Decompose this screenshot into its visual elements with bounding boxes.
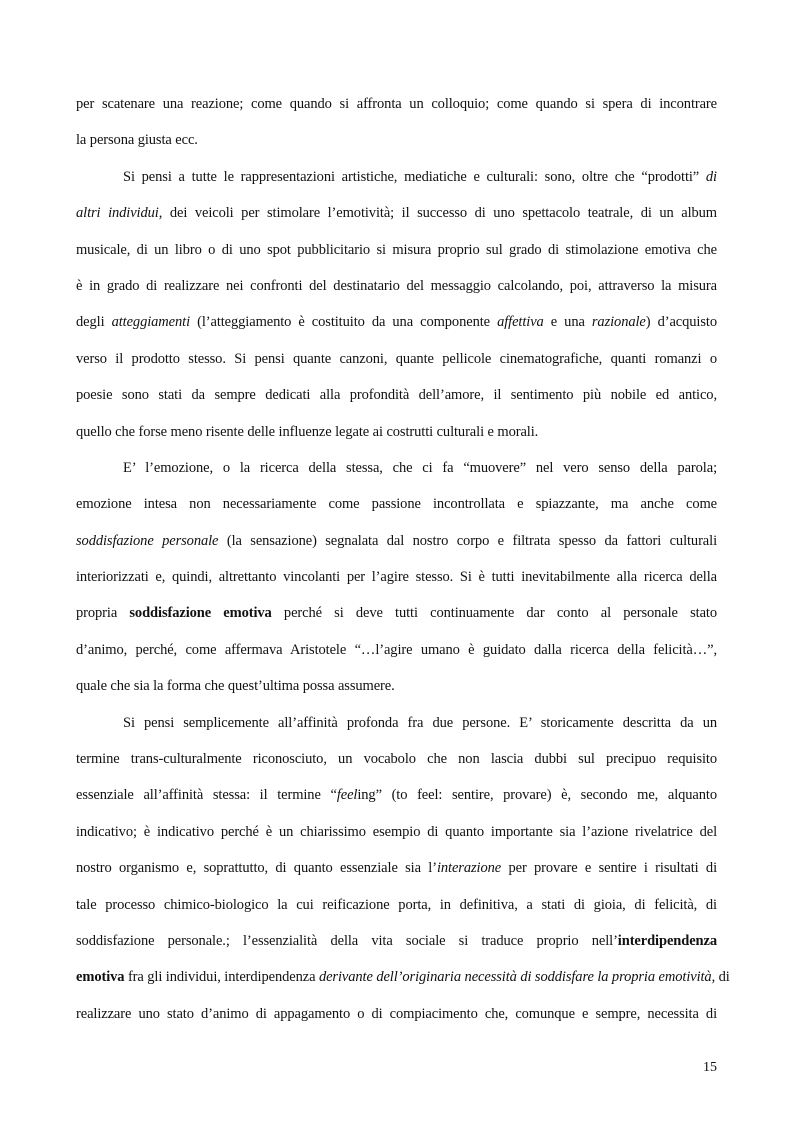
italic-text-run: derivante dell’originaria necessità di soddisfare la propria emotività	[318, 969, 712, 986]
text-run: verso il prodotto stesso. Si pensi quante canzoni, quante pellicole cinematografiche, quanti romanzi o	[76, 350, 717, 367]
text-run: ing” (to feel: sentire, provare) è, secondo me, alquanto	[357, 787, 717, 804]
text-run: propria	[76, 605, 130, 622]
page-number: 15	[703, 1060, 717, 1075]
text-line	[76, 850, 717, 886]
text-run: (la sensazione) segnalata dal nostro corpo e filtrata spesso da fattori culturali	[218, 532, 717, 549]
text-line	[76, 341, 717, 377]
text-run: emozione intesa non necessariamente come passione incontrollata e spiazzante, ma anche come	[76, 496, 717, 513]
text-run: indicativo; è indicativo perché è un chiarissimo esempio di quanto importante sia l’azione rivelatrice del	[76, 823, 717, 840]
text-run: Si pensi semplicemente all’affinità profonda fra due persone. E’ storicamente descritta da un	[123, 714, 717, 731]
text-run: perché si deve tutti continuamente dar conto al personale stato	[271, 605, 717, 622]
text-run: fra gli individui, interdipendenza	[124, 969, 319, 986]
text-line	[76, 559, 717, 595]
italic-text-run: affettiva	[497, 314, 544, 331]
text-line	[76, 450, 717, 486]
text-line	[76, 595, 717, 631]
text-line	[76, 86, 717, 122]
text-run: quale che sia la forma che quest’ultima possa assumere.	[76, 678, 395, 695]
bold-text-run: soddisfazione emotiva	[129, 605, 272, 622]
italic-text-run: atteggiamenti	[111, 314, 191, 331]
text-line	[76, 268, 717, 304]
bold-text-run: emotiva	[76, 969, 125, 986]
text-run: poesie sono stati da sempre dedicati alla profondità dell’amore, il sentimento più nobile ed antico,	[76, 387, 717, 404]
italic-text-run: di	[705, 168, 717, 185]
text-run: quello che forse meno risente delle influenze legate ai costrutti culturali e morali.	[76, 423, 539, 440]
body-text	[76, 86, 730, 1032]
text-run: essenziale all’affinità stessa: il termine “	[76, 787, 337, 804]
text-run: termine trans-culturalmente riconosciuto, un vocabolo che non lascia dubbi sul precipuo requisito	[76, 751, 717, 768]
italic-text-run: altri individui	[76, 205, 159, 222]
italic-text-run: soddisfazione personale	[76, 532, 219, 549]
text-line	[76, 705, 717, 741]
text-run: Si pensi a tutte le rappresentazioni artistiche, mediatiche e culturali: sono, oltre che “prodotti”	[123, 168, 706, 185]
text-line	[76, 814, 717, 850]
italic-text-run: razionale	[591, 314, 646, 331]
text-run: , dei veicoli per stimolare l’emotività; il successo di uno spettacolo teatrale, di un album	[158, 205, 717, 222]
text-line	[76, 959, 730, 995]
text-run: nostro organismo e, soprattutto, di quanto essenziale sia l’	[76, 860, 437, 877]
text-line	[76, 159, 717, 195]
italic-text-run: feel	[336, 787, 358, 804]
text-line	[76, 304, 717, 340]
text-run: per provare e sentire i risultati di	[501, 860, 718, 877]
text-run: ) d’acquisto	[645, 314, 717, 331]
text-run: (l’atteggiamento è costituito da una componente	[190, 314, 498, 331]
text-line	[76, 377, 717, 413]
italic-text-run: interazione	[436, 860, 502, 877]
text-line	[76, 887, 717, 923]
bold-text-run: interdipendenza	[617, 932, 717, 949]
text-run: tale processo chimico-biologico la cui reificazione porta, in definitiva, a stati di gioia, di felicità, di	[76, 896, 717, 913]
text-run: E’ l’emozione, o la ricerca della stessa, che ci fa “muovere” nel vero senso della parola;	[123, 459, 717, 476]
text-line	[76, 195, 717, 231]
text-run: la persona giusta ecc.	[76, 132, 198, 149]
text-run: soddisfazione personale.; l’essenzialità della vita sociale si traduce proprio nell’	[76, 932, 618, 949]
text-line	[76, 523, 717, 559]
text-run: degli	[76, 314, 112, 331]
text-run: musicale, di un libro o di uno spot pubblicitario si misura proprio sul grado di stimolazione emotiva che	[76, 241, 717, 258]
text-line	[76, 486, 717, 522]
text-run: e una	[543, 314, 592, 331]
text-line	[76, 232, 717, 268]
text-line	[76, 122, 717, 158]
text-line	[76, 668, 717, 704]
text-line	[76, 777, 717, 813]
text-run: realizzare uno stato d’animo di appagamento o di compiacimento che, comunque e sempre, necessita di	[76, 1005, 717, 1022]
text-run: , di	[711, 969, 730, 986]
text-line	[76, 414, 717, 450]
text-line	[76, 632, 717, 668]
text-line	[76, 923, 717, 959]
text-run: è in grado di realizzare nei confronti del destinatario del messaggio calcolando, poi, attraverso la misura	[76, 277, 717, 294]
text-run: per scatenare una reazione; come quando si affronta un colloquio; come quando si spera di incontrare	[76, 96, 717, 112]
text-run: interiorizzati e, quindi, altrettanto vincolanti per l’agire stesso. Si è tutti inevitabilmente alla ricerca della	[76, 569, 717, 586]
text-line	[76, 996, 717, 1032]
text-run: d’animo, perché, come affermava Aristotele “…l’agire umano è guidato dalla ricerca della felicità…”,	[76, 641, 717, 658]
text-line	[76, 741, 717, 777]
